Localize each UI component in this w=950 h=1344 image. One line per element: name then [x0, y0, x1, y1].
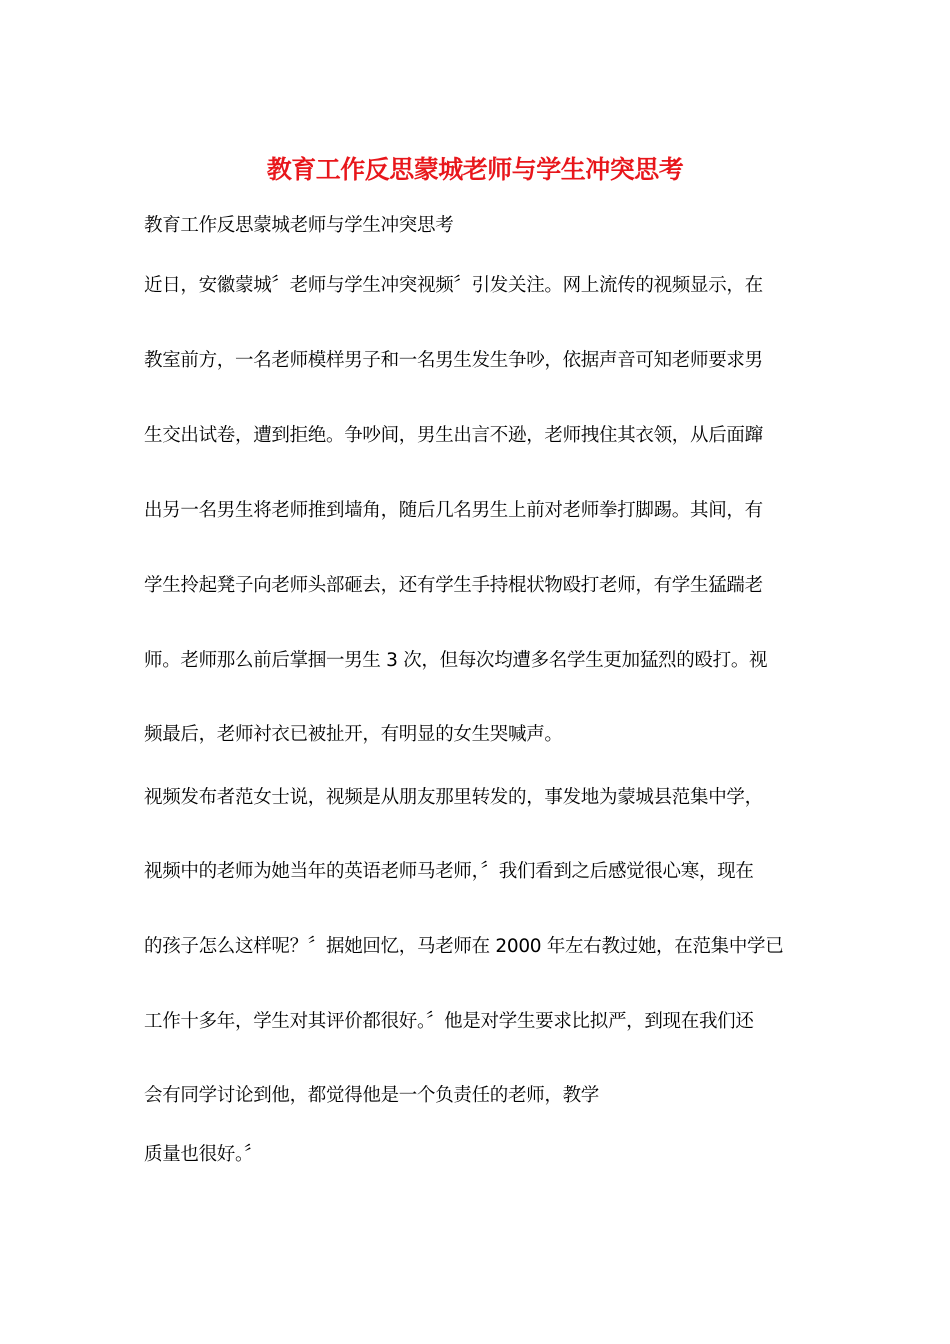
paragraph-1-line-6: 师。老师那么前后掌掴一男生 3 次，但每次均遭多名学生更加猛烈的殴打。视: [144, 650, 768, 671]
document-title: 教育工作反思蒙城老师与学生冲突思考: [266, 155, 684, 184]
paragraph-2-line-6: 质量也很好。〞: [144, 1144, 263, 1165]
paragraph-1-line-1: 近日，安徽蒙城〞老师与学生冲突视频〞引发关注。网上流传的视频显示，在: [144, 275, 763, 296]
document-subtitle: 教育工作反思蒙城老师与学生冲突思考: [144, 215, 454, 236]
paragraph-1-line-4: 出另一名男生将老师推到墙角，随后几名男生上前对老师拳打脚踢。其间，有: [144, 500, 763, 521]
paragraph-2-line-4: 工作十多年，学生对其评价都很好。〞他是对学生要求比拟严，到现在我们还: [144, 1011, 754, 1032]
paragraph-2-line-5: 会有同学讨论到他，都觉得他是一个负责任的老师，教学: [144, 1085, 600, 1106]
paragraph-1-line-2: 教室前方，一名老师模样男子和一名男生发生争吵，依据声音可知老师要求男: [144, 350, 763, 371]
paragraph-1-line-7: 频最后，老师衬衣已被扯开，有明显的女生哭喊声。: [144, 724, 563, 745]
paragraph-2-line-2: 视频中的老师为她当年的英语老师马老师，〞我们看到之后感觉很心寒，现在: [144, 861, 754, 882]
paragraph-1-line-3: 生交出试卷，遭到拒绝。争吵间，男生出言不逊，老师拽住其衣领，从后面蹿: [144, 425, 763, 446]
paragraph-2-line-3: 的孩子怎么这样呢？〞据她回忆，马老师在 2000 年左右教过她，在范集中学已: [144, 936, 784, 957]
paragraph-2-line-1: 视频发布者范女士说，视频是从朋友那里转发的，事发地为蒙城县范集中学，: [144, 787, 763, 808]
paragraph-1-line-5: 学生拎起凳子向老师头部砸去，还有学生手持棍状物殴打老师，有学生猛踹老: [144, 575, 763, 596]
